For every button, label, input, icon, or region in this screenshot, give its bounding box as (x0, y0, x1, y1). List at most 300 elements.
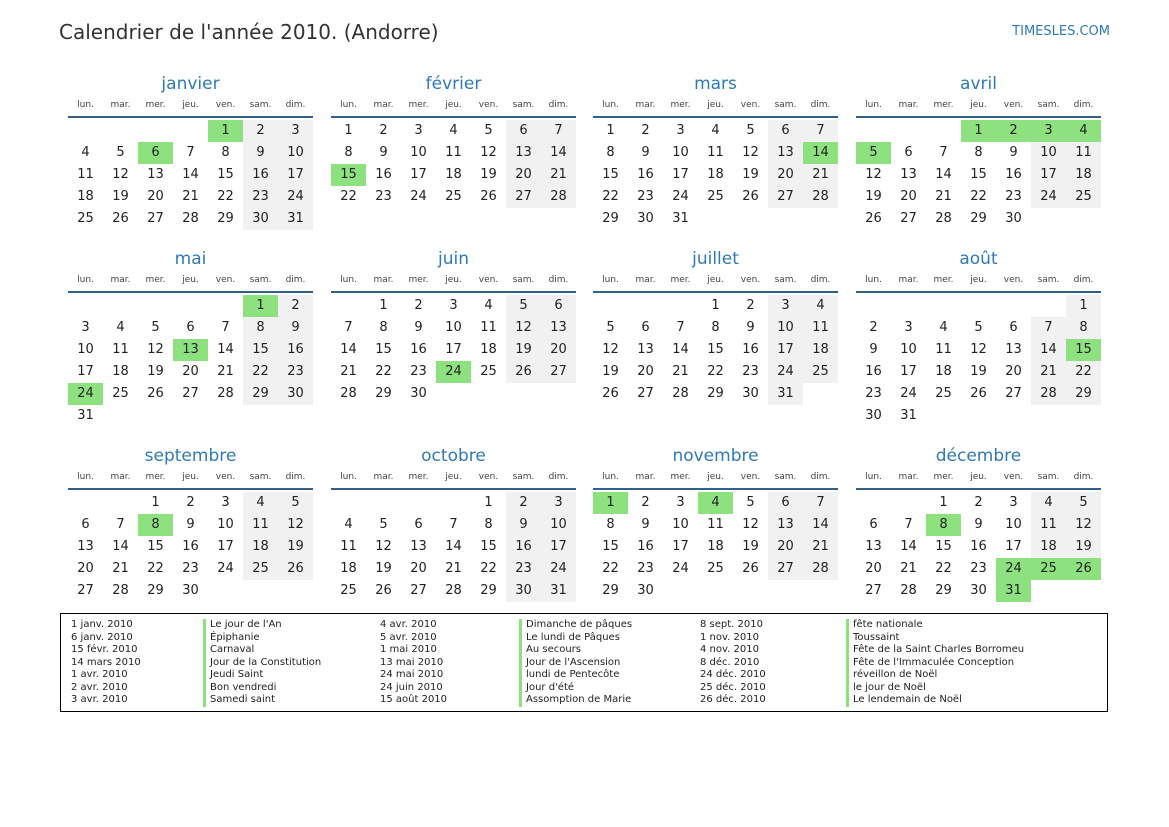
day-cell: 21 (217, 364, 234, 379)
day-cell: 12 (506, 317, 541, 339)
day-cell: 4 (81, 145, 90, 160)
day-cell: 22 (602, 561, 619, 576)
month-calendar (856, 444, 1101, 602)
day-cell: 11 (935, 342, 952, 357)
weekday-label: mar. (110, 472, 131, 482)
day-cell: 25 (340, 583, 357, 598)
day-cell: 16 (375, 167, 392, 182)
weekday-label: sam. (512, 275, 535, 285)
day-cell: 18 (243, 536, 278, 558)
day-cell: 28 (340, 386, 357, 401)
day-cell: 6 (1009, 320, 1018, 335)
weekday-label: jeu. (182, 472, 199, 482)
day-cell: 24 (1031, 186, 1066, 208)
day-cell: 5 (379, 517, 388, 532)
legend-date: 24 juin 2010 (380, 681, 443, 693)
weekday-label: dim. (810, 100, 831, 110)
holiday-day-cell: 5 (856, 142, 891, 164)
day-cell: 14 (935, 167, 952, 182)
day-cell: 25 (112, 386, 129, 401)
weekday-label: jeu. (707, 100, 724, 110)
month-name: septembre (144, 446, 237, 466)
day-cell: 25 (243, 558, 278, 580)
legend-date: 8 sept. 2010 (700, 619, 763, 630)
weekday-label: mar. (898, 100, 919, 110)
day-cell: 1 (711, 298, 720, 313)
day-cell: 20 (865, 561, 882, 576)
day-cell: 17 (900, 364, 917, 379)
holiday-day-cell: 2 (996, 120, 1031, 142)
legend-holiday-name: Bon vendredi (203, 682, 321, 695)
day-cell: 15 (602, 539, 619, 554)
day-cell: 20 (506, 164, 541, 186)
day-cell: 21 (445, 561, 462, 576)
weekday-label: lun. (77, 100, 94, 110)
day-cell: 21 (900, 561, 917, 576)
weekday-label: mar. (110, 100, 131, 110)
day-cell: 15 (217, 167, 234, 182)
day-cell: 2 (641, 495, 650, 510)
day-cell: 22 (480, 561, 497, 576)
day-cell: 1 (151, 495, 160, 510)
day-cell: 27 (182, 386, 199, 401)
day-cell: 15 (602, 167, 619, 182)
day-cell: 12 (375, 539, 392, 554)
day-cell: 11 (243, 514, 278, 536)
day-cell: 12 (602, 342, 619, 357)
day-cell: 4 (449, 123, 458, 138)
holiday-day-cell: 15 (331, 164, 366, 186)
day-cell: 7 (116, 517, 125, 532)
day-cell: 19 (506, 339, 541, 361)
holiday-day-cell: 4 (1066, 120, 1101, 142)
day-grid (331, 492, 576, 602)
day-cell: 18 (445, 167, 462, 182)
day-cell: 18 (707, 539, 724, 554)
legend-date: 4 nov. 2010 (700, 644, 759, 655)
month-calendar (593, 72, 838, 230)
day-cell: 11 (1066, 142, 1101, 164)
day-cell: 23 (506, 558, 541, 580)
day-cell: 7 (541, 120, 576, 142)
day-cell: 28 (445, 583, 462, 598)
legend-date: 25 déc. 2010 (700, 681, 766, 693)
day-cell: 10 (278, 142, 313, 164)
month-calendar (331, 72, 576, 208)
day-cell: 17 (672, 539, 689, 554)
day-cell: 9 (379, 145, 388, 160)
day-cell: 13 (637, 342, 654, 357)
day-cell: 11 (112, 342, 129, 357)
day-cell: 6 (904, 145, 913, 160)
holiday-day-cell: 24 (436, 361, 471, 383)
day-cell: 30 (742, 386, 759, 401)
day-cell: 10 (1005, 517, 1022, 532)
day-cell: 28 (1031, 383, 1066, 405)
day-cell: 10 (768, 317, 803, 339)
day-cell: 11 (340, 539, 357, 554)
day-cell: 13 (77, 539, 94, 554)
month-calendar (331, 247, 576, 405)
holiday-day-cell: 26 (1066, 558, 1101, 580)
day-cell: 1 (606, 123, 615, 138)
day-cell: 25 (707, 561, 724, 576)
day-cell: 30 (865, 408, 882, 423)
day-cell: 7 (904, 517, 913, 532)
weekday-label: mar. (635, 472, 656, 482)
day-cell: 15 (480, 539, 497, 554)
day-cell: 13 (768, 514, 803, 536)
month-name: août (959, 249, 998, 269)
day-cell: 2 (379, 123, 388, 138)
day-cell: 23 (970, 561, 987, 576)
weekday-header (68, 470, 313, 490)
day-cell: 11 (480, 320, 497, 335)
legend-names-col-3 (846, 619, 1024, 707)
holiday-day-cell: 13 (173, 339, 208, 361)
day-cell: 17 (278, 164, 313, 186)
legend-date: 14 mars 2010 (71, 656, 141, 668)
day-cell: 18 (112, 364, 129, 379)
day-cell: 19 (742, 167, 759, 182)
day-cell: 11 (707, 145, 724, 160)
holiday-day-cell: 15 (1066, 339, 1101, 361)
day-cell: 3 (676, 495, 685, 510)
day-cell: 23 (182, 561, 199, 576)
day-cell: 22 (375, 364, 392, 379)
month-calendar (856, 72, 1101, 230)
day-cell: 12 (480, 145, 497, 160)
day-cell: 11 (1031, 514, 1066, 536)
legend-date: 15 févr. 2010 (71, 644, 138, 655)
day-cell: 12 (865, 167, 882, 182)
weekday-label: mer. (670, 472, 691, 482)
day-cell: 16 (865, 364, 882, 379)
day-cell: 22 (935, 561, 952, 576)
day-cell: 1 (379, 298, 388, 313)
day-cell: 21 (803, 164, 838, 186)
day-cell: 24 (672, 561, 689, 576)
day-cell: 7 (1031, 317, 1066, 339)
day-cell: 6 (186, 320, 195, 335)
day-cell: 21 (541, 164, 576, 186)
weekday-header (331, 98, 576, 118)
day-cell: 29 (707, 386, 724, 401)
day-cell: 5 (278, 492, 313, 514)
day-cell: 14 (112, 539, 129, 554)
day-cell: 11 (707, 517, 724, 532)
day-cell: 27 (865, 583, 882, 598)
day-cell: 3 (278, 120, 313, 142)
day-cell: 25 (803, 361, 838, 383)
month-name: janvier (161, 74, 220, 94)
day-cell: 10 (77, 342, 94, 357)
weekday-label: ven. (478, 472, 499, 482)
legend-holiday-name: le jour de Noël (846, 682, 1024, 695)
weekday-label: lun. (602, 275, 619, 285)
weekday-label: mer. (933, 100, 954, 110)
weekday-label: sam. (1037, 100, 1060, 110)
day-cell: 17 (445, 342, 462, 357)
legend-holiday-name: Jour d'été (519, 682, 632, 695)
day-grid (856, 492, 1101, 602)
weekday-label: sam. (1037, 275, 1060, 285)
weekday-label: mar. (898, 472, 919, 482)
day-cell: 5 (746, 495, 755, 510)
day-cell: 30 (410, 386, 427, 401)
day-cell: 1 (1066, 295, 1101, 317)
legend-holiday-name: Assomption de Marie (519, 694, 632, 707)
day-cell: 15 (935, 539, 952, 554)
weekday-header (593, 470, 838, 490)
day-cell: 8 (379, 320, 388, 335)
day-cell: 30 (278, 383, 313, 405)
weekday-label: lun. (865, 100, 882, 110)
day-cell: 20 (637, 364, 654, 379)
day-cell: 2 (869, 320, 878, 335)
day-cell: 14 (340, 342, 357, 357)
weekday-label: lun. (77, 472, 94, 482)
day-cell: 15 (243, 339, 278, 361)
legend-date: 24 mai 2010 (380, 669, 444, 680)
day-cell: 30 (637, 583, 654, 598)
legend-date: 1 nov. 2010 (700, 631, 759, 643)
legend-names-col-2 (519, 619, 632, 707)
day-cell: 18 (1031, 536, 1066, 558)
day-cell: 19 (147, 364, 164, 379)
day-cell: 17 (217, 539, 234, 554)
day-cell: 3 (676, 123, 685, 138)
holiday-day-cell: 24 (996, 558, 1031, 580)
day-grid (331, 295, 576, 405)
weekday-label: sam. (512, 472, 535, 482)
legend-holiday-name: lundi de Pentecôte (519, 669, 632, 682)
weekday-label: mer. (670, 275, 691, 285)
holiday-legend (60, 613, 1108, 712)
day-cell: 15 (970, 167, 987, 182)
day-cell: 23 (742, 364, 759, 379)
day-cell: 7 (803, 492, 838, 514)
day-cell: 4 (1031, 492, 1066, 514)
legend-names-col-1 (203, 619, 321, 707)
month-calendar (856, 247, 1101, 427)
day-cell: 10 (217, 517, 234, 532)
legend-holiday-name: Carnaval (203, 644, 321, 657)
legend-holiday-name: Le jour de l'An (203, 619, 321, 632)
legend-holiday-name: Fête de l'Immaculée Conception (846, 657, 1024, 670)
legend-holiday-name: réveillon de Noël (846, 669, 1024, 682)
weekday-label: dim. (548, 100, 569, 110)
weekday-label: ven. (478, 100, 499, 110)
day-grid (331, 120, 576, 208)
weekday-label: ven. (215, 100, 236, 110)
day-cell: 11 (77, 167, 94, 182)
legend-date: 15 août 2010 (380, 694, 448, 705)
day-cell: 1 (484, 495, 493, 510)
day-cell: 20 (768, 536, 803, 558)
day-cell: 10 (672, 145, 689, 160)
day-cell: 16 (1005, 167, 1022, 182)
holiday-day-cell: 8 (926, 514, 961, 536)
weekday-label: mer. (145, 275, 166, 285)
day-cell: 4 (116, 320, 125, 335)
weekday-label: sam. (774, 100, 797, 110)
day-cell: 23 (243, 186, 278, 208)
day-cell: 22 (602, 189, 619, 204)
day-cell: 10 (541, 514, 576, 536)
day-cell: 13 (900, 167, 917, 182)
day-cell: 13 (541, 317, 576, 339)
day-cell: 4 (939, 320, 948, 335)
day-cell: 11 (445, 145, 462, 160)
day-cell: 9 (278, 317, 313, 339)
day-cell: 17 (768, 339, 803, 361)
day-cell: 30 (637, 211, 654, 226)
legend-holiday-name: Toussaint (846, 632, 1024, 645)
day-cell: 19 (278, 536, 313, 558)
day-grid (593, 120, 838, 230)
month-name: novembre (672, 446, 759, 466)
day-cell: 9 (641, 145, 650, 160)
weekday-label: jeu. (970, 275, 987, 285)
day-cell: 21 (935, 189, 952, 204)
day-cell: 9 (186, 517, 195, 532)
day-cell: 2 (414, 298, 423, 313)
day-cell: 22 (970, 189, 987, 204)
day-cell: 6 (869, 517, 878, 532)
holiday-day-cell: 25 (1031, 558, 1066, 580)
weekday-label: mer. (933, 275, 954, 285)
day-cell: 3 (414, 123, 423, 138)
day-cell: 9 (974, 517, 983, 532)
day-cell: 5 (151, 320, 160, 335)
day-cell: 8 (974, 145, 983, 160)
day-cell: 31 (77, 408, 94, 423)
day-cell: 23 (375, 189, 392, 204)
weekday-label: ven. (740, 100, 761, 110)
holiday-day-cell: 4 (698, 492, 733, 514)
day-cell: 27 (768, 186, 803, 208)
legend-holiday-name: Au secours (519, 644, 632, 657)
day-cell: 5 (974, 320, 983, 335)
month-name: octobre (421, 446, 486, 466)
weekday-label: dim. (285, 275, 306, 285)
day-cell: 26 (147, 386, 164, 401)
day-cell: 16 (637, 539, 654, 554)
weekday-label: sam. (774, 472, 797, 482)
day-cell: 8 (243, 317, 278, 339)
day-cell: 4 (243, 492, 278, 514)
day-grid (856, 295, 1101, 427)
weekday-label: ven. (215, 275, 236, 285)
weekday-header (68, 98, 313, 118)
day-cell: 27 (506, 186, 541, 208)
weekday-label: dim. (285, 100, 306, 110)
day-cell: 23 (410, 364, 427, 379)
day-cell: 27 (1005, 386, 1022, 401)
day-cell: 24 (672, 189, 689, 204)
holiday-day-cell: 31 (996, 580, 1031, 602)
holiday-day-cell: 14 (803, 142, 838, 164)
brand-link[interactable]: TIMESLES.COM (1012, 24, 1110, 39)
legend-holiday-name: Samedi saint (203, 694, 321, 707)
day-cell: 30 (1005, 211, 1022, 226)
day-cell: 16 (742, 342, 759, 357)
day-cell: 19 (480, 167, 497, 182)
legend-date: 1 avr. 2010 (71, 669, 128, 680)
day-cell: 10 (445, 320, 462, 335)
day-cell: 9 (1009, 145, 1018, 160)
day-cell: 6 (541, 295, 576, 317)
day-cell: 28 (803, 558, 838, 580)
day-cell: 10 (410, 145, 427, 160)
day-cell: 20 (541, 339, 576, 361)
day-cell: 18 (1066, 164, 1101, 186)
weekday-label: lun. (602, 472, 619, 482)
day-cell: 1 (939, 495, 948, 510)
day-cell: 20 (768, 164, 803, 186)
day-cell: 21 (1031, 361, 1066, 383)
day-cell: 29 (602, 211, 619, 226)
day-cell: 7 (186, 145, 195, 160)
legend-dates-col-1 (71, 619, 141, 707)
day-cell: 2 (506, 492, 541, 514)
day-cell: 27 (77, 583, 94, 598)
day-cell: 8 (711, 320, 720, 335)
day-cell: 13 (1005, 342, 1022, 357)
weekday-label: dim. (810, 275, 831, 285)
day-cell: 2 (186, 495, 195, 510)
day-grid (593, 492, 838, 602)
weekday-label: mar. (373, 275, 394, 285)
legend-holiday-name: Épiphanie (203, 632, 321, 645)
day-cell: 3 (541, 492, 576, 514)
weekday-label: jeu. (970, 472, 987, 482)
day-cell: 24 (217, 561, 234, 576)
holiday-day-cell: 6 (138, 142, 173, 164)
day-cell: 5 (506, 295, 541, 317)
day-cell: 8 (484, 517, 493, 532)
day-cell: 4 (344, 517, 353, 532)
month-name: mai (174, 249, 207, 269)
day-cell: 29 (147, 583, 164, 598)
day-cell: 26 (480, 189, 497, 204)
weekday-label: sam. (1037, 472, 1060, 482)
weekday-header (593, 98, 838, 118)
weekday-label: mer. (145, 100, 166, 110)
day-cell: 20 (1005, 364, 1022, 379)
day-cell: 21 (340, 364, 357, 379)
day-cell: 29 (970, 211, 987, 226)
day-cell: 4 (484, 298, 493, 313)
day-cell: 18 (480, 342, 497, 357)
weekday-label: dim. (548, 275, 569, 285)
weekday-label: mer. (408, 100, 429, 110)
month-name: juin (438, 249, 469, 269)
day-cell: 9 (641, 517, 650, 532)
weekday-header (68, 273, 313, 293)
day-cell: 1 (344, 123, 353, 138)
day-cell: 2 (746, 298, 755, 313)
day-cell: 29 (602, 583, 619, 598)
legend-date: 1 mai 2010 (380, 644, 437, 655)
weekday-label: lun. (77, 275, 94, 285)
day-cell: 30 (970, 583, 987, 598)
day-cell: 21 (803, 536, 838, 558)
day-cell: 9 (243, 142, 278, 164)
day-cell: 15 (147, 539, 164, 554)
day-cell: 26 (742, 189, 759, 204)
